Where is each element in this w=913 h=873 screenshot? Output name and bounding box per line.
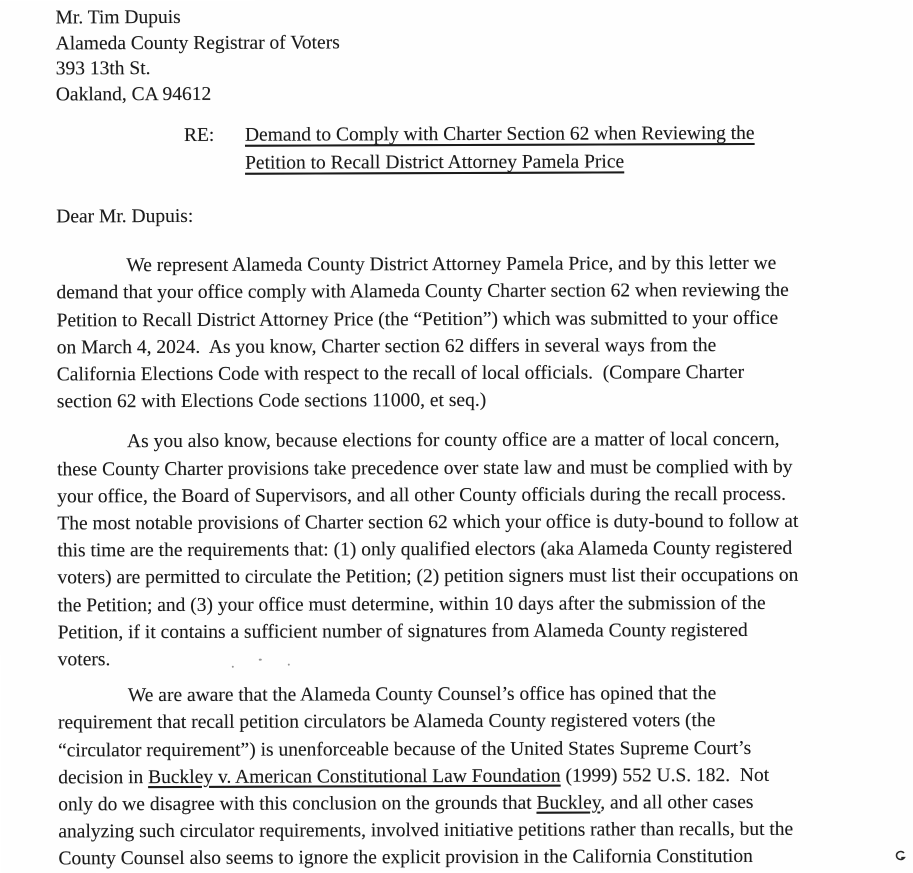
- scan-speck: [232, 666, 234, 668]
- text-segment: As you also know, because elections for county office are a matter of local concern,: [126, 429, 780, 453]
- text-segment: County Counsel also seems to ignore the explicit provision in the California Constitution: [58, 846, 753, 870]
- text-segment: The most notable provisions of Charter section 62 which your office is duty-bound to follow at: [57, 510, 799, 535]
- re-subject-block: [56, 120, 864, 179]
- text-line: [58, 589, 866, 619]
- scan-speck: [288, 664, 290, 666]
- text-segment: decision in: [58, 766, 149, 789]
- underlined-case-citation: Buckley v. American Constitutional Law Foundation: [148, 765, 561, 788]
- recipient-name: Mr. Tim Dupuis: [55, 6, 181, 29]
- recipient-address-block: [55, 3, 863, 108]
- text-segment: the Petition; and (3) your office must determine, within 10 days after the submission of the: [57, 592, 766, 617]
- text-line: [57, 359, 865, 389]
- text-line: [56, 250, 864, 280]
- text-line: [57, 386, 865, 416]
- text-line: [58, 789, 866, 819]
- scan-speck: [259, 659, 262, 661]
- text-line: [57, 426, 865, 456]
- text-line: [57, 453, 865, 483]
- text-line: [58, 843, 866, 873]
- text-segment: (1999) 552 U.S. 182. Not: [560, 764, 770, 787]
- re-label: RE:: [183, 124, 215, 146]
- text-line: [58, 761, 866, 791]
- text-line: [58, 616, 866, 646]
- text-segment: analyzing such circulator requirements, involved initiative petitions rather than recalls, but the: [58, 819, 794, 843]
- text-line: [58, 816, 866, 846]
- text-line: [57, 480, 865, 510]
- paragraph-2: [57, 426, 866, 674]
- text-segment: , and all other cases: [600, 792, 754, 814]
- text-line: [57, 331, 865, 361]
- text-line: [56, 277, 864, 307]
- text-segment: Petition to Recall District Attorney Price (the “Petition”) which was submitted to your office: [56, 307, 779, 332]
- text-segment: Petition, if it contains a sufficient number of signatures from Alameda County registered: [57, 619, 748, 644]
- re-subject: [245, 120, 755, 178]
- text-line: [57, 562, 865, 592]
- recipient-street: 393 13th St.: [55, 58, 151, 80]
- recipient-city: Oakland, CA 94612: [55, 83, 212, 105]
- text-line: [57, 535, 865, 565]
- text-line: [57, 304, 865, 334]
- text-segment: We represent Alameda County District Attorney Pamela Price, and by this letter we: [126, 253, 777, 277]
- text-segment: this time are the requirements that: (1) only qualified electors (aka Alameda County registered: [57, 538, 793, 562]
- text-segment: We are aware that the Alameda County Counsel’s office has opined that the: [127, 683, 717, 707]
- underlined-case-citation: Buckley: [536, 792, 601, 814]
- text-segment: section 62 with Elections Code sections 11000, et seq.): [56, 390, 487, 413]
- scan-artifact-icon: [892, 849, 906, 867]
- text-segment: these County Charter provisions take precedence over state law and must be complied with by: [57, 456, 793, 481]
- text-segment: voters) are permitted to circulate the Petition; (2) petition signers must list their occupations on: [57, 565, 799, 589]
- text-segment: only do we disagree with this conclusion on the grounds that: [58, 792, 537, 816]
- text-segment: California Elections Code with respect to the recall of local officials. (Compare Charter: [56, 362, 745, 386]
- letter-body: [56, 250, 866, 873]
- text-line: [58, 644, 866, 674]
- text-segment: voters.: [57, 649, 111, 671]
- text-segment: demand that your office comply with Alameda County Charter section 62 when reviewing the: [56, 280, 789, 304]
- re-subject-line-2: Petition to Recall District Attorney Pamela Price: [245, 151, 625, 174]
- text-segment: your office, the Board of Supervisors, and all other County officials during the recall process.: [57, 483, 786, 508]
- text-line: [57, 508, 865, 538]
- text-line: [58, 734, 866, 764]
- recipient-title: Alameda County Registrar of Voters: [55, 31, 340, 54]
- salutation: Dear Mr. Dupuis:: [56, 205, 194, 228]
- text-segment: requirement that recall petition circulators be Alameda County registered voters (the: [57, 710, 716, 734]
- re-subject-line-1: Demand to Comply with Charter Section 62 when Reviewing the: [244, 122, 755, 146]
- text-segment: “circulator requirement”) is unenforceable because of the United States Supreme Court’s: [58, 737, 752, 762]
- text-segment: on March 4, 2024. As you know, Charter section 62 differs in several ways from the: [56, 334, 717, 359]
- text-line: [58, 680, 866, 710]
- text-line: [58, 707, 866, 737]
- paragraph-3: [58, 680, 867, 873]
- paragraph-1: [56, 250, 865, 416]
